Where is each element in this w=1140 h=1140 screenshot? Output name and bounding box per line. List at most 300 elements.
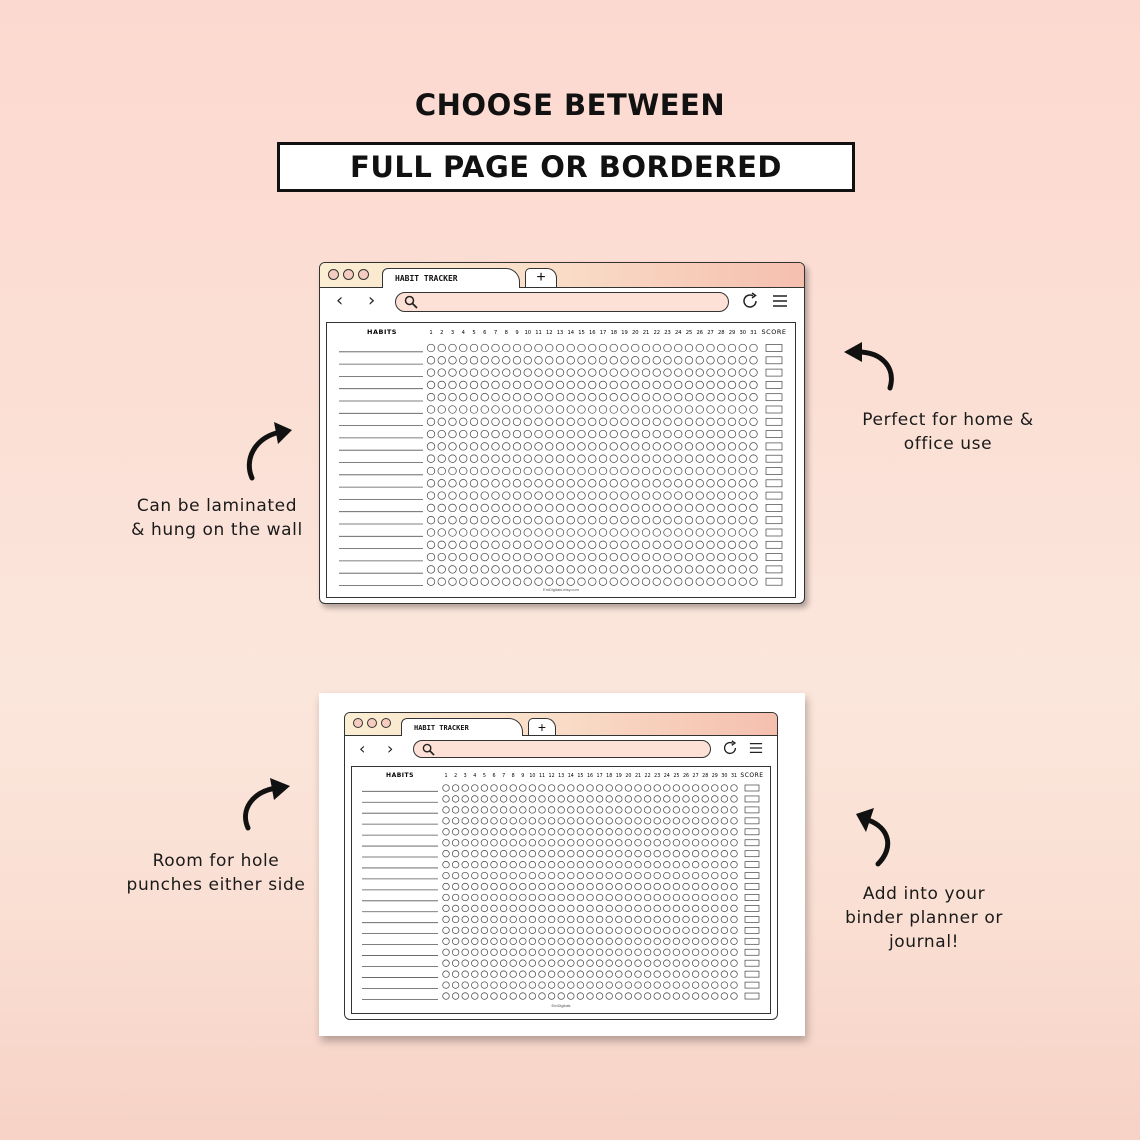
habit-checkbox[interactable] — [731, 883, 738, 890]
habit-checkbox[interactable] — [702, 883, 709, 890]
habit-checkbox[interactable] — [673, 796, 680, 803]
habit-checkbox[interactable] — [556, 492, 564, 500]
habit-checkbox[interactable] — [596, 839, 603, 846]
habit-checkbox[interactable] — [548, 993, 555, 1000]
habit-checkbox[interactable] — [481, 578, 489, 586]
habit-checkbox[interactable] — [452, 785, 459, 792]
habit-checkbox[interactable] — [635, 850, 642, 857]
habit-checkbox[interactable] — [462, 949, 469, 956]
score-box[interactable] — [745, 862, 759, 868]
habit-checkbox[interactable] — [500, 971, 507, 978]
habit-checkbox[interactable] — [438, 492, 446, 500]
habit-checkbox[interactable] — [664, 938, 671, 945]
habit-checkbox[interactable] — [616, 807, 623, 814]
habit-checkbox[interactable] — [529, 850, 536, 857]
habit-checkbox[interactable] — [539, 982, 546, 989]
habit-checkbox[interactable] — [606, 883, 613, 890]
habit-checkbox[interactable] — [654, 839, 661, 846]
habit-checkbox[interactable] — [558, 927, 565, 934]
habit-checkbox[interactable] — [739, 344, 747, 352]
habit-checkbox[interactable] — [717, 504, 725, 512]
habit-checkbox[interactable] — [502, 393, 510, 401]
habit-checkbox[interactable] — [653, 418, 661, 426]
habit-checkbox[interactable] — [502, 344, 510, 352]
habit-checkbox[interactable] — [664, 480, 672, 488]
habit-checkbox[interactable] — [683, 829, 690, 836]
habit-checkbox[interactable] — [664, 807, 671, 814]
habit-checkbox[interactable] — [524, 430, 532, 438]
habit-checkbox[interactable] — [568, 905, 575, 912]
habit-checkbox[interactable] — [596, 916, 603, 923]
habit-checkbox[interactable] — [692, 905, 699, 912]
habit-checkbox[interactable] — [606, 872, 613, 879]
habit-checkbox[interactable] — [750, 357, 758, 365]
habit-checkbox[interactable] — [606, 916, 613, 923]
habit-checkbox[interactable] — [567, 381, 575, 389]
habit-checkbox[interactable] — [702, 960, 709, 967]
habit-checkbox[interactable] — [673, 938, 680, 945]
habit-checkbox[interactable] — [606, 839, 613, 846]
habit-checkbox[interactable] — [610, 344, 618, 352]
habit-checkbox[interactable] — [567, 430, 575, 438]
habit-checkbox[interactable] — [654, 850, 661, 857]
habit-checkbox[interactable] — [578, 492, 586, 500]
habit-checkbox[interactable] — [568, 993, 575, 1000]
habit-checkbox[interactable] — [673, 960, 680, 967]
habit-checkbox[interactable] — [707, 553, 715, 561]
habit-checkbox[interactable] — [683, 785, 690, 792]
habit-checkbox[interactable] — [545, 578, 553, 586]
habit-checkbox[interactable] — [459, 344, 467, 352]
habit-checkbox[interactable] — [644, 916, 651, 923]
habit-checkbox[interactable] — [449, 430, 457, 438]
habit-checkbox[interactable] — [707, 430, 715, 438]
habit-checkbox[interactable] — [674, 480, 682, 488]
habit-checkbox[interactable] — [548, 960, 555, 967]
habit-checkbox[interactable] — [621, 406, 629, 414]
habit-checkbox[interactable] — [481, 949, 488, 956]
habit-checkbox[interactable] — [642, 566, 650, 574]
habit-checkbox[interactable] — [712, 850, 719, 857]
habit-checkbox[interactable] — [502, 516, 510, 524]
habit-checkbox[interactable] — [524, 566, 532, 574]
habit-checkbox[interactable] — [674, 369, 682, 377]
habit-checkbox[interactable] — [568, 927, 575, 934]
habit-checkbox[interactable] — [692, 883, 699, 890]
habit-checkbox[interactable] — [558, 938, 565, 945]
habit-checkbox[interactable] — [567, 553, 575, 561]
habit-checkbox[interactable] — [596, 894, 603, 901]
habit-checkbox[interactable] — [631, 541, 639, 549]
habit-checkbox[interactable] — [449, 344, 457, 352]
habit-checkbox[interactable] — [621, 443, 629, 451]
habit-checkbox[interactable] — [452, 829, 459, 836]
habit-checkbox[interactable] — [731, 960, 738, 967]
habit-checkbox[interactable] — [707, 529, 715, 537]
habit-checkbox[interactable] — [606, 861, 613, 868]
habit-checkbox[interactable] — [491, 796, 498, 803]
habit-checkbox[interactable] — [529, 807, 536, 814]
habit-checkbox[interactable] — [556, 578, 564, 586]
habit-checkbox[interactable] — [635, 916, 642, 923]
habit-checkbox[interactable] — [644, 971, 651, 978]
habit-checkbox[interactable] — [631, 393, 639, 401]
habit-checkbox[interactable] — [610, 357, 618, 365]
habit-checkbox[interactable] — [449, 516, 457, 524]
habit-checkbox[interactable] — [599, 369, 607, 377]
habit-checkbox[interactable] — [728, 418, 736, 426]
habit-checkbox[interactable] — [731, 982, 738, 989]
habit-checkbox[interactable] — [500, 796, 507, 803]
habit-checkbox[interactable] — [558, 818, 565, 825]
habit-checkbox[interactable] — [635, 861, 642, 868]
habit-checkbox[interactable] — [578, 553, 586, 561]
habit-checkbox[interactable] — [491, 785, 498, 792]
habit-checkbox[interactable] — [548, 982, 555, 989]
habit-checkbox[interactable] — [610, 529, 618, 537]
habit-checkbox[interactable] — [606, 905, 613, 912]
habit-checkbox[interactable] — [739, 566, 747, 574]
habit-checkbox[interactable] — [524, 541, 532, 549]
habit-checkbox[interactable] — [644, 960, 651, 967]
habit-checkbox[interactable] — [491, 949, 498, 956]
habit-checkbox[interactable] — [642, 529, 650, 537]
habit-checkbox[interactable] — [683, 894, 690, 901]
habit-checkbox[interactable] — [587, 916, 594, 923]
habit-checkbox[interactable] — [621, 344, 629, 352]
habit-checkbox[interactable] — [674, 553, 682, 561]
score-box[interactable] — [766, 541, 782, 548]
habit-checkbox[interactable] — [481, 872, 488, 879]
score-box[interactable] — [766, 369, 782, 376]
habit-checkbox[interactable] — [587, 829, 594, 836]
habit-checkbox[interactable] — [635, 839, 642, 846]
habit-checkbox[interactable] — [470, 369, 478, 377]
habit-checkbox[interactable] — [635, 960, 642, 967]
habit-checkbox[interactable] — [664, 381, 672, 389]
habit-checkbox[interactable] — [491, 861, 498, 868]
habit-checkbox[interactable] — [452, 971, 459, 978]
habit-checkbox[interactable] — [535, 393, 543, 401]
habit-checkbox[interactable] — [481, 529, 489, 537]
habit-checkbox[interactable] — [653, 393, 661, 401]
habit-checkbox[interactable] — [545, 504, 553, 512]
habit-checkbox[interactable] — [556, 443, 564, 451]
habit-checkbox[interactable] — [599, 443, 607, 451]
habit-checkbox[interactable] — [513, 430, 521, 438]
habit-checkbox[interactable] — [459, 455, 467, 463]
habit-checkbox[interactable] — [642, 480, 650, 488]
habit-checkbox[interactable] — [631, 418, 639, 426]
habit-checkbox[interactable] — [625, 850, 632, 857]
habit-checkbox[interactable] — [664, 818, 671, 825]
habit-checkbox[interactable] — [728, 393, 736, 401]
habit-checkbox[interactable] — [472, 861, 479, 868]
habit-checkbox[interactable] — [625, 829, 632, 836]
habit-checkbox[interactable] — [577, 927, 584, 934]
habit-checkbox[interactable] — [529, 971, 536, 978]
habit-checkbox[interactable] — [642, 553, 650, 561]
habit-checkbox[interactable] — [635, 818, 642, 825]
habit-checkbox[interactable] — [520, 818, 527, 825]
habit-checkbox[interactable] — [529, 949, 536, 956]
habit-checkbox[interactable] — [728, 553, 736, 561]
habit-checkbox[interactable] — [481, 894, 488, 901]
habit-checkbox[interactable] — [491, 960, 498, 967]
habit-checkbox[interactable] — [635, 949, 642, 956]
habit-checkbox[interactable] — [588, 529, 596, 537]
habit-checkbox[interactable] — [642, 578, 650, 586]
habit-checkbox[interactable] — [631, 430, 639, 438]
habit-checkbox[interactable] — [610, 578, 618, 586]
habit-checkbox[interactable] — [535, 381, 543, 389]
habit-checkbox[interactable] — [452, 982, 459, 989]
habit-checkbox[interactable] — [702, 938, 709, 945]
habit-checkbox[interactable] — [654, 960, 661, 967]
habit-checkbox[interactable] — [520, 861, 527, 868]
habit-checkbox[interactable] — [635, 872, 642, 879]
habit-checkbox[interactable] — [621, 369, 629, 377]
habit-checkbox[interactable] — [524, 529, 532, 537]
habit-checkbox[interactable] — [712, 883, 719, 890]
habit-checkbox[interactable] — [502, 443, 510, 451]
habit-checkbox[interactable] — [599, 381, 607, 389]
habit-checkbox[interactable] — [427, 344, 435, 352]
habit-checkbox[interactable] — [502, 504, 510, 512]
habit-checkbox[interactable] — [664, 467, 672, 475]
habit-checkbox[interactable] — [587, 807, 594, 814]
habit-checkbox[interactable] — [452, 960, 459, 967]
habit-checkbox[interactable] — [502, 418, 510, 426]
habit-checkbox[interactable] — [664, 369, 672, 377]
habit-checkbox[interactable] — [545, 455, 553, 463]
habit-checkbox[interactable] — [427, 541, 435, 549]
habit-checkbox[interactable] — [616, 960, 623, 967]
habit-checkbox[interactable] — [653, 529, 661, 537]
habit-checkbox[interactable] — [674, 357, 682, 365]
habit-checkbox[interactable] — [654, 883, 661, 890]
habit-checkbox[interactable] — [520, 850, 527, 857]
habit-checkbox[interactable] — [524, 344, 532, 352]
habit-checkbox[interactable] — [492, 566, 500, 574]
habit-checkbox[interactable] — [621, 541, 629, 549]
habit-checkbox[interactable] — [520, 927, 527, 934]
habit-checkbox[interactable] — [702, 829, 709, 836]
habit-checkbox[interactable] — [685, 492, 693, 500]
habit-checkbox[interactable] — [577, 971, 584, 978]
habit-checkbox[interactable] — [459, 467, 467, 475]
habit-checkbox[interactable] — [500, 905, 507, 912]
habit-checkbox[interactable] — [520, 839, 527, 846]
habit-checkbox[interactable] — [750, 467, 758, 475]
habit-checkbox[interactable] — [712, 993, 719, 1000]
habit-checkbox[interactable] — [578, 393, 586, 401]
habit-checkbox[interactable] — [510, 807, 517, 814]
habit-checkbox[interactable] — [520, 807, 527, 814]
habit-checkbox[interactable] — [717, 566, 725, 574]
habit-checkbox[interactable] — [558, 807, 565, 814]
habit-checkbox[interactable] — [567, 541, 575, 549]
habit-checkbox[interactable] — [596, 872, 603, 879]
habit-checkbox[interactable] — [631, 566, 639, 574]
habit-checkbox[interactable] — [596, 861, 603, 868]
habit-checkbox[interactable] — [731, 949, 738, 956]
habit-checkbox[interactable] — [683, 927, 690, 934]
habit-checkbox[interactable] — [731, 807, 738, 814]
habit-checkbox[interactable] — [739, 393, 747, 401]
habit-checkbox[interactable] — [459, 504, 467, 512]
habit-checkbox[interactable] — [568, 829, 575, 836]
habit-checkbox[interactable] — [524, 480, 532, 488]
habit-checkbox[interactable] — [712, 905, 719, 912]
habit-checkbox[interactable] — [683, 839, 690, 846]
habit-checkbox[interactable] — [653, 492, 661, 500]
habit-checkbox[interactable] — [731, 818, 738, 825]
habit-checkbox[interactable] — [712, 894, 719, 901]
habit-checkbox[interactable] — [513, 553, 521, 561]
habit-checkbox[interactable] — [502, 430, 510, 438]
habit-checkbox[interactable] — [427, 406, 435, 414]
habit-checkbox[interactable] — [567, 393, 575, 401]
habit-checkbox[interactable] — [653, 566, 661, 574]
habit-checkbox[interactable] — [717, 455, 725, 463]
habit-checkbox[interactable] — [731, 796, 738, 803]
habit-checkbox[interactable] — [664, 430, 672, 438]
habit-checkbox[interactable] — [673, 829, 680, 836]
habit-checkbox[interactable] — [599, 516, 607, 524]
habit-checkbox[interactable] — [587, 894, 594, 901]
habit-checkbox[interactable] — [427, 529, 435, 537]
habit-checkbox[interactable] — [702, 993, 709, 1000]
habit-checkbox[interactable] — [610, 566, 618, 574]
habit-checkbox[interactable] — [596, 829, 603, 836]
habit-checkbox[interactable] — [535, 406, 543, 414]
habit-checkbox[interactable] — [438, 566, 446, 574]
refresh-icon[interactable] — [740, 291, 760, 311]
habit-checkbox[interactable] — [558, 982, 565, 989]
habit-checkbox[interactable] — [524, 504, 532, 512]
habit-checkbox[interactable] — [513, 566, 521, 574]
habit-checkbox[interactable] — [481, 982, 488, 989]
habit-checkbox[interactable] — [731, 872, 738, 879]
habit-checkbox[interactable] — [510, 839, 517, 846]
habit-checkbox[interactable] — [567, 357, 575, 365]
habit-checkbox[interactable] — [449, 566, 457, 574]
habit-checkbox[interactable] — [712, 839, 719, 846]
habit-checkbox[interactable] — [625, 894, 632, 901]
habit-checkbox[interactable] — [644, 829, 651, 836]
habit-checkbox[interactable] — [545, 357, 553, 365]
habit-checkbox[interactable] — [673, 861, 680, 868]
habit-checkbox[interactable] — [567, 344, 575, 352]
habit-checkbox[interactable] — [443, 785, 450, 792]
habit-checkbox[interactable] — [481, 850, 488, 857]
habit-checkbox[interactable] — [578, 516, 586, 524]
habit-checkbox[interactable] — [625, 807, 632, 814]
habit-checkbox[interactable] — [492, 344, 500, 352]
habit-checkbox[interactable] — [492, 516, 500, 524]
habit-checkbox[interactable] — [427, 381, 435, 389]
habit-checkbox[interactable] — [599, 529, 607, 537]
habit-checkbox[interactable] — [545, 566, 553, 574]
habit-checkbox[interactable] — [654, 796, 661, 803]
habit-checkbox[interactable] — [438, 480, 446, 488]
habit-checkbox[interactable] — [567, 480, 575, 488]
habit-checkbox[interactable] — [568, 872, 575, 879]
habit-checkbox[interactable] — [606, 829, 613, 836]
habit-checkbox[interactable] — [673, 785, 680, 792]
habit-checkbox[interactable] — [717, 529, 725, 537]
habit-checkbox[interactable] — [556, 467, 564, 475]
habit-checkbox[interactable] — [578, 369, 586, 377]
habit-checkbox[interactable] — [510, 905, 517, 912]
habit-checkbox[interactable] — [712, 916, 719, 923]
habit-checkbox[interactable] — [621, 381, 629, 389]
habit-checkbox[interactable] — [621, 393, 629, 401]
habit-checkbox[interactable] — [739, 480, 747, 488]
habit-checkbox[interactable] — [588, 369, 596, 377]
habit-checkbox[interactable] — [653, 406, 661, 414]
habit-checkbox[interactable] — [599, 492, 607, 500]
habit-checkbox[interactable] — [664, 578, 672, 586]
habit-checkbox[interactable] — [449, 393, 457, 401]
habit-checkbox[interactable] — [491, 938, 498, 945]
habit-checkbox[interactable] — [750, 529, 758, 537]
habit-checkbox[interactable] — [470, 418, 478, 426]
habit-checkbox[interactable] — [721, 894, 728, 901]
habit-checkbox[interactable] — [513, 504, 521, 512]
score-box[interactable] — [766, 529, 782, 536]
search-input[interactable] — [413, 740, 711, 758]
habit-checkbox[interactable] — [472, 807, 479, 814]
habit-checkbox[interactable] — [702, 927, 709, 934]
habit-checkbox[interactable] — [625, 993, 632, 1000]
habit-checkbox[interactable] — [470, 504, 478, 512]
habit-checkbox[interactable] — [673, 818, 680, 825]
habit-checkbox[interactable] — [500, 960, 507, 967]
habit-checkbox[interactable] — [750, 553, 758, 561]
habit-checkbox[interactable] — [502, 578, 510, 586]
habit-checkbox[interactable] — [712, 829, 719, 836]
habit-checkbox[interactable] — [520, 949, 527, 956]
habit-checkbox[interactable] — [520, 883, 527, 890]
habit-checkbox[interactable] — [500, 938, 507, 945]
habit-checkbox[interactable] — [548, 829, 555, 836]
habit-checkbox[interactable] — [427, 455, 435, 463]
habit-checkbox[interactable] — [588, 578, 596, 586]
tab-habit-tracker[interactable]: HABIT TRACKER — [401, 718, 523, 736]
habit-checkbox[interactable] — [731, 927, 738, 934]
menu-icon[interactable] — [749, 741, 763, 755]
habit-checkbox[interactable] — [443, 839, 450, 846]
habit-checkbox[interactable] — [567, 529, 575, 537]
habit-checkbox[interactable] — [491, 883, 498, 890]
habit-checkbox[interactable] — [664, 960, 671, 967]
habit-checkbox[interactable] — [588, 516, 596, 524]
habit-checkbox[interactable] — [481, 504, 489, 512]
habit-checkbox[interactable] — [427, 443, 435, 451]
habit-checkbox[interactable] — [653, 541, 661, 549]
habit-checkbox[interactable] — [510, 916, 517, 923]
habit-checkbox[interactable] — [548, 971, 555, 978]
habit-checkbox[interactable] — [717, 467, 725, 475]
habit-checkbox[interactable] — [500, 894, 507, 901]
score-box[interactable] — [766, 455, 782, 462]
habit-checkbox[interactable] — [459, 369, 467, 377]
habit-checkbox[interactable] — [529, 982, 536, 989]
habit-checkbox[interactable] — [635, 905, 642, 912]
habit-checkbox[interactable] — [616, 829, 623, 836]
